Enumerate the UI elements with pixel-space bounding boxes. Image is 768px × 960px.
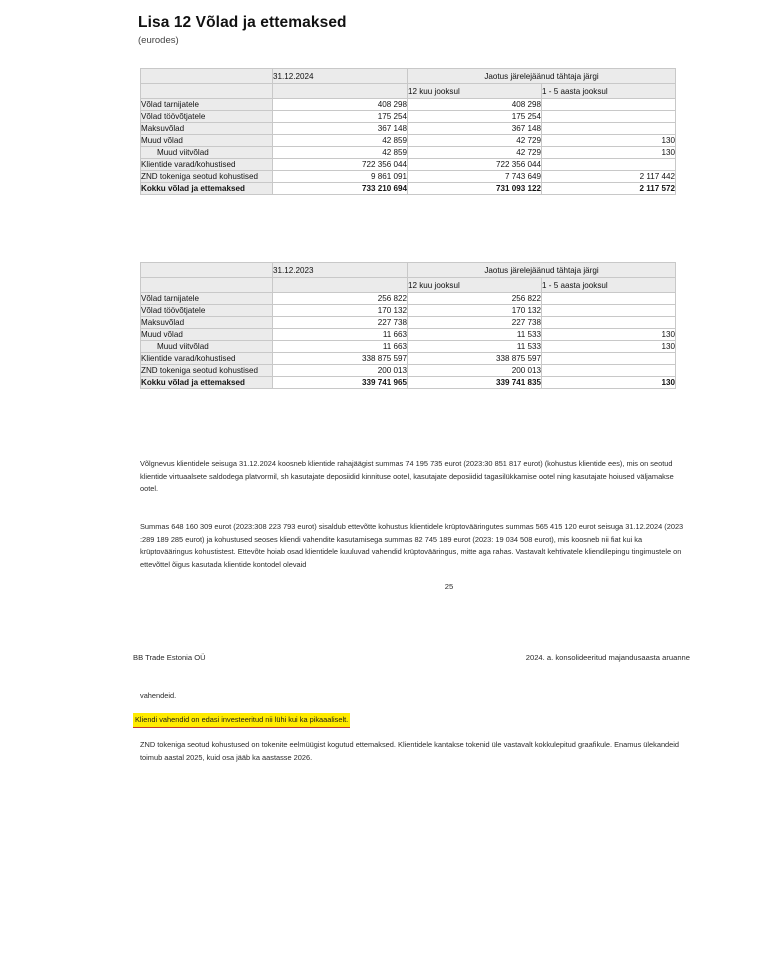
row-value: 42 729 xyxy=(408,135,542,147)
row-label: Muud viitvõlad xyxy=(141,341,273,353)
row-value: 339 741 835 xyxy=(408,377,542,389)
row-value: 130 xyxy=(542,147,676,159)
highlighted-sentence-container xyxy=(133,709,350,728)
row-label: Klientide varad/kohustised xyxy=(141,159,273,171)
row-value: 256 822 xyxy=(273,293,408,305)
row-label: ZND tokeniga seotud kohustised xyxy=(141,365,273,377)
row-value: 733 210 694 xyxy=(273,183,408,195)
row-value: 408 298 xyxy=(408,99,542,111)
page-subtitle: (eurodes) xyxy=(138,35,179,46)
row-value: 722 356 044 xyxy=(273,159,408,171)
row-value: 42 859 xyxy=(273,147,408,159)
page-number: 25 xyxy=(444,582,454,591)
row-value: 42 729 xyxy=(408,147,542,159)
table-header-row-top xyxy=(141,263,676,278)
row-value: 175 254 xyxy=(408,111,542,123)
row-value: 11 533 xyxy=(408,341,542,353)
row-value: 722 356 044 xyxy=(408,159,542,171)
paragraph-continuation: vahendeid. xyxy=(140,691,177,700)
row-label: Võlad töövõtjatele xyxy=(141,111,273,123)
row-value xyxy=(542,123,676,135)
row-label: Klientide varad/kohustised xyxy=(141,353,273,365)
page-title: Lisa 12 Võlad ja ettemaksed xyxy=(138,14,347,31)
highlighted-sentence: Kliendi vahendid on edasi investeeritud nii lühi kui ka pikaaaliselt. xyxy=(133,713,350,728)
page-footer xyxy=(133,653,690,662)
footer-company-name: BB Trade Estonia OÜ xyxy=(133,653,206,662)
row-value xyxy=(542,305,676,317)
header-1-to-5-years: 1 - 5 aasta jooksul xyxy=(542,278,676,293)
row-value: 367 148 xyxy=(273,123,408,135)
row-value: 339 741 965 xyxy=(273,377,408,389)
header-corner-blank-2 xyxy=(141,84,273,99)
table-row xyxy=(141,329,676,341)
header-date: 31.12.2023 xyxy=(273,263,408,278)
row-label: Võlad töövõtjatele xyxy=(141,305,273,317)
row-value: 175 254 xyxy=(273,111,408,123)
row-label: Muud võlad xyxy=(141,329,273,341)
row-value xyxy=(542,159,676,171)
row-value: 11 533 xyxy=(408,329,542,341)
paragraph-crypto-obligations: Summas 648 160 309 eurot (2023:308 223 793 eurot) sisaldub ettevõtte kohustus klientidele krüptovääringutes summas 565 415 120 eurot seisuga 31.12.2024 (2023 :289 189 285 eurot) ja kohustused seoses kliendi vahendite kasutamisega summas 82 745 189 eurot (2023: 19 034 508 eurot), mis koosneb nii fiat kui ka krüptovääringus kohustistest. Ettevõte hoiab osad klientidele kuuluvad vahendid krüptovääringus, mitte aga rahas. Vastavalt kehtivatele kliendilepingu tingimustele on ettevõttel õigus kasutada klientide kontodel olevaid xyxy=(140,522,684,569)
row-value: 200 013 xyxy=(408,365,542,377)
header-within-12-months: 12 kuu jooksul xyxy=(408,84,542,99)
row-value: 9 861 091 xyxy=(273,171,408,183)
header-1-to-5-years: 1 - 5 aasta jooksul xyxy=(542,84,676,99)
table-row xyxy=(141,365,676,377)
header-corner-blank xyxy=(141,69,273,84)
row-value: 256 822 xyxy=(408,293,542,305)
table-row xyxy=(141,147,676,159)
table-row xyxy=(141,183,676,195)
paragraph-znd-token: ZND tokeniga seotud kohustused on tokenite eelmüügist kogutud ettemaksed. Klientidele kantakse tokenid üle vastavalt kokkulepitud graafikule. Enamus ülekandeid toimub aastal 2025, kuid osa jääb ka aastasse 2026. xyxy=(140,740,680,762)
row-value: 42 859 xyxy=(273,135,408,147)
row-value: 170 132 xyxy=(273,305,408,317)
row-value xyxy=(542,317,676,329)
row-value: 170 132 xyxy=(408,305,542,317)
liabilities-table-2023 xyxy=(140,262,676,389)
row-value: 731 093 122 xyxy=(408,183,542,195)
header-date-blank xyxy=(273,84,408,99)
row-value xyxy=(542,99,676,111)
table-body-2024 xyxy=(141,99,676,195)
row-label: Kokku võlad ja ettemaksed xyxy=(141,377,273,389)
header-date: 31.12.2024 xyxy=(273,69,408,84)
row-value xyxy=(542,111,676,123)
row-label: Muud võlad xyxy=(141,135,273,147)
row-value xyxy=(542,293,676,305)
row-value: 227 738 xyxy=(273,317,408,329)
table-row xyxy=(141,341,676,353)
row-value xyxy=(542,365,676,377)
row-value xyxy=(542,353,676,365)
table-row xyxy=(141,293,676,305)
table-row xyxy=(141,377,676,389)
row-value: 200 013 xyxy=(273,365,408,377)
row-value: 130 xyxy=(542,135,676,147)
header-group-maturity: Jaotus järelejäänud tähtaja järgi xyxy=(408,69,676,84)
row-label: Võlad tarnijatele xyxy=(141,99,273,111)
header-group-maturity: Jaotus järelejäänud tähtaja järgi xyxy=(408,263,676,278)
row-value: 11 663 xyxy=(273,341,408,353)
table-row xyxy=(141,353,676,365)
header-date-blank xyxy=(273,278,408,293)
paragraph-client-debt: Võlgnevus klientidele seisuga 31.12.2024 koosneb klientide rahajäägist summas 74 195 735 eurot (2023:30 851 817 eurot) (kohustus klientide ees), mis on seotud klientide virtuaalsete saldodega platvormil, sh kasutajate deposiidid kinnituse ootel, kasutajate deposiidid tagasilükkamise ootel ning kasutajate hoiused väljamakse ootel. xyxy=(140,459,674,494)
liabilities-table-2024 xyxy=(140,68,676,195)
table-header-row-top xyxy=(141,69,676,84)
row-value: 367 148 xyxy=(408,123,542,135)
row-label: Muud viitvõlad xyxy=(141,147,273,159)
row-value: 130 xyxy=(542,329,676,341)
header-corner-blank-2 xyxy=(141,278,273,293)
row-value: 408 298 xyxy=(273,99,408,111)
row-label: Võlad tarnijatele xyxy=(141,293,273,305)
table-header-row-sub xyxy=(141,84,676,99)
row-value: 338 875 597 xyxy=(408,353,542,365)
table-row xyxy=(141,171,676,183)
table-row xyxy=(141,99,676,111)
header-within-12-months: 12 kuu jooksul xyxy=(408,278,542,293)
table-row xyxy=(141,123,676,135)
table-row xyxy=(141,111,676,123)
row-value: 130 xyxy=(542,341,676,353)
footer-report-name: 2024. a. konsolideeritud majandusaasta aruanne xyxy=(525,653,690,662)
table-row xyxy=(141,135,676,147)
row-value: 227 738 xyxy=(408,317,542,329)
table-header-row-sub xyxy=(141,278,676,293)
row-label: Maksuvõlad xyxy=(141,317,273,329)
row-label: Maksuvõlad xyxy=(141,123,273,135)
row-value: 7 743 649 xyxy=(408,171,542,183)
table-row xyxy=(141,317,676,329)
row-value: 2 117 442 xyxy=(542,171,676,183)
table-body-2023 xyxy=(141,293,676,389)
table-row xyxy=(141,305,676,317)
row-value: 2 117 572 xyxy=(542,183,676,195)
header-corner-blank xyxy=(141,263,273,278)
row-value: 130 xyxy=(542,377,676,389)
row-value: 11 663 xyxy=(273,329,408,341)
row-label: Kokku võlad ja ettemaksed xyxy=(141,183,273,195)
table-row xyxy=(141,159,676,171)
row-value: 338 875 597 xyxy=(273,353,408,365)
row-label: ZND tokeniga seotud kohustised xyxy=(141,171,273,183)
